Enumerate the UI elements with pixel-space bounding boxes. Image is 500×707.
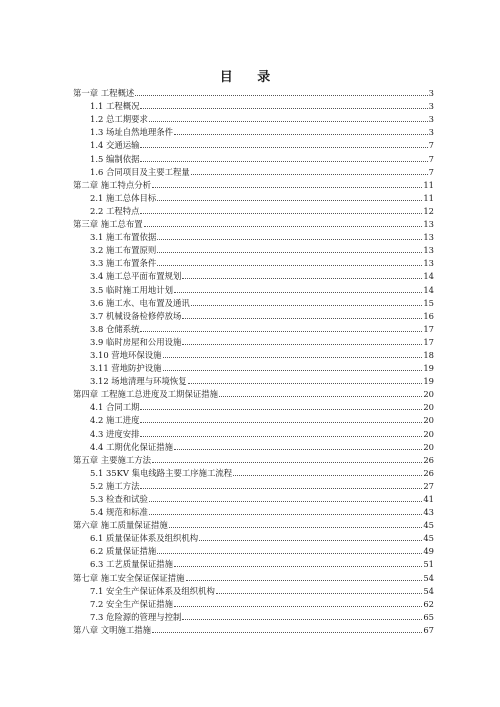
toc-entry-page-number: 7 [428, 140, 434, 151]
toc-section-entry[interactable] [73, 492, 434, 505]
toc-entry-label: 第三章 施工总布置 [73, 219, 143, 230]
toc-entry-page-number: 13 [423, 245, 434, 256]
toc-section-entry[interactable] [73, 112, 434, 125]
toc-dot-leader [152, 461, 422, 463]
toc-dot-leader [169, 526, 423, 528]
toc-entry-page-number: 67 [423, 624, 434, 635]
toc-entry-label: 3.3 施工布置条件 [90, 258, 157, 269]
toc-entry-page-number: 18 [423, 349, 434, 360]
toc-entry-label: 3.11 营地防护设施 [90, 363, 162, 374]
toc-section-entry[interactable] [73, 413, 434, 426]
toc-section-entry[interactable] [73, 479, 434, 492]
toc-dot-leader [149, 120, 428, 122]
toc-dot-leader [152, 186, 422, 188]
toc-entry-page-number: 54 [423, 585, 434, 596]
toc-chapter-entry[interactable] [73, 178, 434, 191]
toc-entry-label: 第八章 文明施工措施 [73, 624, 152, 635]
toc-section-entry[interactable] [73, 584, 434, 597]
toc-dot-leader [216, 592, 422, 594]
toc-entry-label: 1.5 编制依据 [90, 153, 140, 164]
toc-entry-label: 7.3 危险源的管理与控制 [90, 611, 182, 622]
toc-entry-label: 第七章 施工安全保证保证措施 [73, 572, 185, 583]
toc-entry-label: 第二章 施工特点分析 [73, 179, 152, 190]
toc-dot-leader [140, 421, 422, 423]
toc-dot-leader [140, 408, 422, 410]
toc-section-entry[interactable] [73, 151, 434, 164]
toc-dot-leader [186, 579, 423, 581]
toc-section-entry[interactable] [73, 361, 434, 374]
toc-section-entry[interactable] [73, 243, 434, 256]
toc-entry-page-number: 20 [423, 389, 434, 400]
toc-entry-page-number: 3 [428, 127, 434, 138]
toc-entry-page-number: 15 [423, 297, 434, 308]
toc-entry-page-number: 3 [428, 114, 434, 125]
toc-entry-page-number: 17 [423, 336, 434, 347]
toc-section-entry[interactable] [73, 322, 434, 335]
toc-entry-label: 3.1 施工布置依据 [90, 232, 157, 243]
toc-section-entry[interactable] [73, 557, 434, 570]
toc-dot-leader [182, 343, 422, 345]
toc-dot-leader [157, 251, 422, 253]
toc-entry-label: 3.6 施工水、电布置及通讯 [90, 297, 190, 308]
toc-section-entry[interactable] [73, 335, 434, 348]
toc-dot-leader [135, 94, 427, 96]
toc-entry-page-number: 7 [428, 153, 434, 164]
toc-dot-leader [140, 107, 427, 109]
toc-entry-label: 4.1 合同工期 [90, 402, 140, 413]
toc-section-entry[interactable] [73, 138, 434, 151]
toc-entry-label: 3.8 仓储系统 [90, 323, 140, 334]
toc-entry-page-number: 54 [423, 572, 434, 583]
toc-section-entry[interactable] [73, 597, 434, 610]
toc-entry-page-number: 7 [428, 166, 434, 177]
toc-section-entry[interactable] [73, 610, 434, 623]
toc-entry-label: 4.2 施工进度 [90, 415, 140, 426]
toc-entry-label: 6.2 质量保证措施 [90, 546, 157, 557]
toc-entry-label: 第一章 工程概述 [73, 88, 135, 99]
toc-entry-page-number: 49 [423, 546, 434, 557]
toc-entry-label: 1.3 场址自然地理条件 [90, 127, 173, 138]
toc-entry-label: 第六章 施工质量保证措施 [73, 520, 168, 531]
toc-section-entry[interactable] [73, 531, 434, 544]
toc-entry-label: 3.5 临时施工用地计划 [90, 284, 173, 295]
toc-entry-page-number: 16 [423, 310, 434, 321]
toc-section-entry[interactable] [73, 256, 434, 269]
toc-dot-leader [219, 395, 422, 397]
toc-dot-leader [174, 565, 422, 567]
toc-entry-page-number: 14 [423, 284, 434, 295]
toc-section-entry[interactable] [73, 348, 434, 361]
toc-chapter-entry[interactable] [73, 387, 434, 400]
toc-section-entry[interactable] [73, 544, 434, 557]
toc-entry-label: 3.7 机械设备检修停放场 [90, 310, 182, 321]
toc-entry-page-number: 12 [423, 205, 434, 216]
toc-entry-page-number: 45 [423, 520, 434, 531]
toc-entry-label: 6.1 质量保证体系及组织机构 [90, 533, 199, 544]
toc-dot-leader [152, 631, 422, 633]
toc-entry-label: 第四章 工程施工总进度及工期保证措施 [73, 389, 219, 400]
toc-entry-label: 3.12 场地清理与环境恢复 [90, 376, 187, 387]
toc-entry-label: 5.1 35KV 集电线路主要工序施工流程 [90, 467, 233, 478]
toc-entry-page-number: 11 [423, 192, 434, 203]
toc-entry-page-number: 20 [423, 402, 434, 413]
toc-section-entry[interactable] [73, 125, 434, 138]
toc-entry-page-number: 13 [423, 219, 434, 230]
toc-dot-leader [182, 618, 422, 620]
toc-entry-page-number: 62 [423, 598, 434, 609]
toc-dot-leader [199, 539, 422, 541]
toc-dot-leader [174, 448, 422, 450]
toc-entry-label: 4.4 工期优化保证措施 [90, 441, 173, 452]
toc-dot-leader [144, 225, 423, 227]
toc-entry-label: 7.2 安全生产保证措施 [90, 598, 173, 609]
toc-dot-leader [140, 212, 422, 214]
toc-section-entry[interactable] [73, 309, 434, 322]
toc-section-entry[interactable] [73, 165, 434, 178]
toc-section-entry[interactable] [73, 99, 434, 112]
toc-dot-leader [140, 330, 422, 332]
toc-dot-leader [157, 238, 422, 240]
toc-section-entry[interactable] [73, 374, 434, 387]
toc-dot-leader [233, 474, 422, 476]
toc-entry-label: 7.1 安全生产保证体系及组织机构 [90, 585, 215, 596]
toc-entry-label: 2.2 工程特点 [90, 205, 140, 216]
toc-entry-label: 3.10 营地环保设施 [90, 349, 162, 360]
toc-entry-label: 1.2 总工期要求 [90, 114, 148, 125]
toc-entry-page-number: 26 [423, 467, 434, 478]
toc-entry-label: 1.4 交通运输 [90, 140, 140, 151]
toc-entry-page-number: 20 [423, 441, 434, 452]
toc-chapter-entry[interactable] [73, 518, 434, 531]
toc-dot-leader [191, 173, 428, 175]
toc-entry-page-number: 45 [423, 533, 434, 544]
toc-entry-page-number: 17 [423, 323, 434, 334]
toc-entry-page-number: 65 [423, 611, 434, 622]
toc-section-entry[interactable] [73, 400, 434, 413]
toc-entry-label: 5.4 规范和标准 [90, 507, 148, 518]
toc-chapter-entry[interactable] [73, 217, 434, 230]
toc-dot-leader [149, 500, 422, 502]
toc-entry-page-number: 13 [423, 232, 434, 243]
toc-dot-leader [157, 552, 422, 554]
toc-entry-page-number: 20 [423, 415, 434, 426]
toc-dot-leader [182, 277, 422, 279]
toc-entry-page-number: 3 [428, 101, 434, 112]
toc-entry-label: 1.1 工程概况 [90, 101, 140, 112]
toc-section-entry[interactable] [73, 282, 434, 295]
toc-entry-page-number: 3 [428, 88, 434, 99]
table-of-contents [73, 86, 434, 636]
toc-entry-label: 5.3 检查和试验 [90, 494, 148, 504]
toc-dot-leader [140, 146, 427, 148]
toc-section-entry[interactable] [73, 230, 434, 243]
toc-dot-leader [188, 382, 423, 384]
toc-dot-leader [140, 487, 422, 489]
toc-dot-leader [191, 304, 423, 306]
toc-title: 目 录 [219, 70, 281, 85]
toc-entry-label: 4.3 进度安排 [90, 428, 140, 439]
toc-entry-page-number: 19 [423, 376, 434, 387]
toc-entry-page-number: 14 [423, 271, 434, 282]
toc-section-entry[interactable] [73, 296, 434, 309]
toc-entry-page-number: 20 [423, 428, 434, 439]
toc-section-entry[interactable] [73, 466, 434, 479]
toc-entry-page-number: 43 [423, 507, 434, 518]
toc-entry-page-number: 19 [423, 363, 434, 374]
toc-section-entry[interactable] [73, 505, 434, 518]
toc-entry-page-number: 51 [423, 559, 434, 570]
toc-dot-leader [174, 291, 422, 293]
toc-entry-label: 3.4 施工总平面布置规划 [90, 271, 182, 282]
toc-chapter-entry[interactable] [73, 570, 434, 583]
toc-chapter-entry[interactable] [73, 453, 434, 466]
toc-chapter-entry[interactable] [73, 86, 434, 99]
toc-dot-leader [163, 369, 423, 371]
toc-entry-label: 2.1 施工总体目标 [90, 192, 157, 203]
toc-section-entry[interactable] [73, 191, 434, 204]
toc-chapter-entry[interactable] [73, 623, 434, 636]
toc-dot-leader [163, 356, 423, 358]
toc-section-entry[interactable] [73, 269, 434, 282]
toc-dot-leader [149, 513, 422, 515]
toc-entry-page-number: 26 [423, 454, 434, 465]
toc-entry-page-number: 41 [423, 494, 434, 504]
toc-entry-label: 3.2 施工布置原则 [90, 245, 157, 256]
toc-entry-label: 6.3 工艺质量保证措施 [90, 559, 173, 570]
toc-dot-leader [174, 605, 422, 607]
toc-dot-leader [157, 264, 422, 266]
toc-entry-label: 5.2 施工方法 [90, 480, 140, 491]
toc-entry-page-number: 27 [423, 480, 434, 491]
toc-section-entry[interactable] [73, 204, 434, 217]
toc-dot-leader [174, 133, 428, 135]
toc-section-entry[interactable] [73, 426, 434, 439]
toc-dot-leader [140, 435, 422, 437]
toc-entry-page-number: 13 [423, 258, 434, 269]
toc-dot-leader [140, 160, 427, 162]
toc-entry-label: 1.6 合同项目及主要工程量 [90, 166, 190, 177]
toc-entry-page-number: 11 [423, 179, 434, 190]
toc-entry-label: 3.9 临时房屋和公用设施 [90, 336, 182, 347]
toc-dot-leader [157, 199, 422, 201]
toc-section-entry[interactable] [73, 440, 434, 453]
toc-entry-label: 第五章 主要施工方法 [73, 454, 152, 465]
toc-dot-leader [182, 317, 422, 319]
